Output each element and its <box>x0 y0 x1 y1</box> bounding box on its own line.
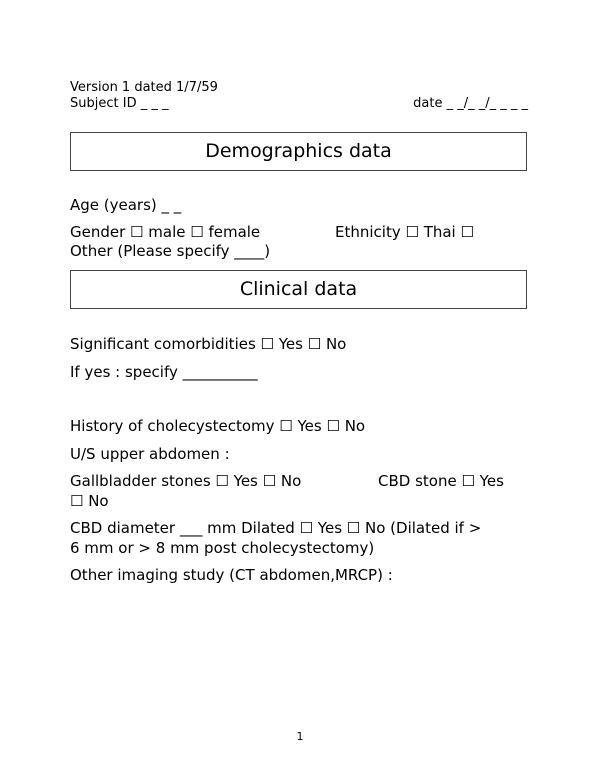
age-field[interactable]: Age (years) _ _ <box>70 196 182 214</box>
cbd-dilated-note: 6 mm or > 8 mm post cholecystectomy) <box>70 539 375 557</box>
date-field[interactable]: date _ _/_ _/_ _ _ _ <box>413 96 528 111</box>
cbd-diameter-field[interactable]: CBD diameter ___ mm Dilated ☐ Yes ☐ No (Dilated if > <box>70 519 482 537</box>
other-imaging-label: Other imaging study (CT abdomen,MRCP) : <box>70 566 393 584</box>
comorbidities-options[interactable]: Significant comorbidities ☐ Yes ☐ No <box>70 335 347 353</box>
cholecystectomy-options[interactable]: History of cholecystectomy ☐ Yes ☐ No <box>70 417 366 435</box>
demographics-title: Demographics data <box>205 140 392 162</box>
gender-options[interactable]: Gender ☐ male ☐ female <box>70 223 261 241</box>
gallbladder-stones-options[interactable]: Gallbladder stones ☐ Yes ☐ No <box>70 472 302 490</box>
ethnicity-options[interactable]: Ethnicity ☐ Thai ☐ <box>335 223 474 241</box>
clinical-title: Clinical data <box>239 278 358 300</box>
demographics-section-header <box>70 132 527 171</box>
cbd-stone-no-option[interactable]: ☐ No <box>70 492 109 510</box>
version-text: Version 1 dated 1/7/59 <box>70 80 218 95</box>
clinical-section-header <box>70 270 527 309</box>
page-number: 1 <box>296 730 304 743</box>
subject-id-field[interactable]: Subject ID _ _ _ <box>70 96 169 111</box>
cbd-stone-options[interactable]: CBD stone ☐ Yes <box>378 472 504 490</box>
ethnicity-other-field[interactable]: Other (Please specify ____) <box>70 242 271 260</box>
comorbidities-specify-field[interactable]: If yes : specify __________ <box>70 363 258 381</box>
us-upper-abdomen-label: U/S upper abdomen : <box>70 445 230 463</box>
